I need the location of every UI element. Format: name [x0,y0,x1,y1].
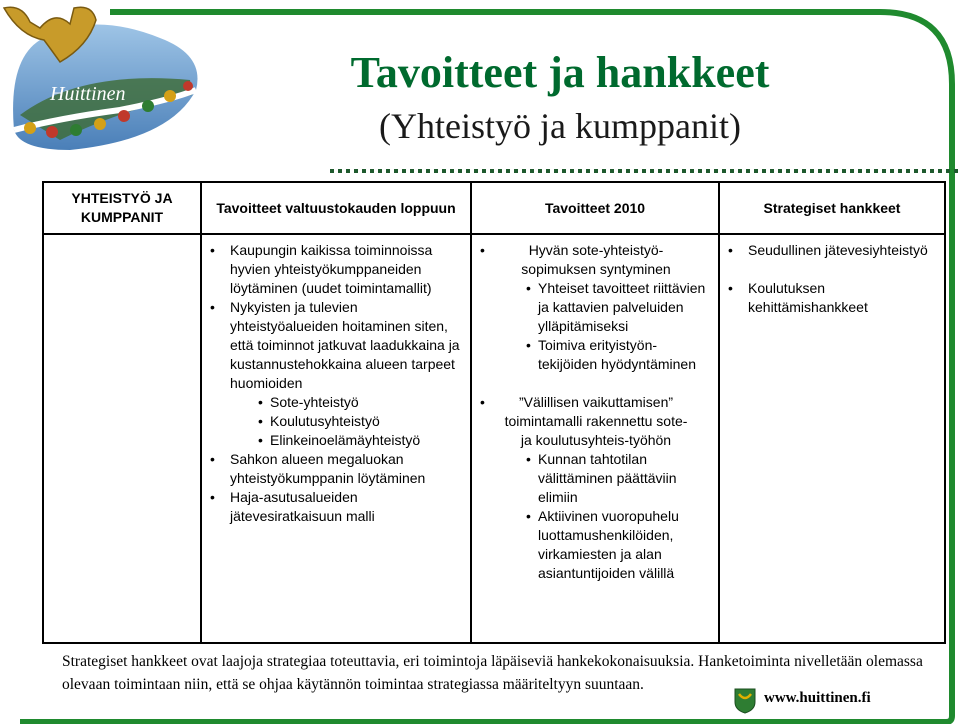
list-spacer [726,260,938,279]
list-item: • Kaupungin kaikissa toiminnoissa hyvien yhteistyökumppaneiden löytäminen (uudet toimintamallit) [208,241,464,298]
list-spacer [478,374,712,393]
list-item: • Koulutuksen kehittämishankkeet [726,279,938,317]
table-header-row [43,182,945,234]
logo-text: Huittinen [50,83,126,105]
page-title: Tavoitteet ja hankkeet [350,48,770,97]
sub-list-item: • Koulutusyhteistyö [208,412,464,431]
list-item: • Sahkon alueen megaluokan yhteistyökumppanin löytäminen [208,450,464,488]
footer-text: Strategiset hankkeet ovat laajoja strategiaa toteuttavia, eri toimintoja läpäiseviä hankekokonaisuuksia. Hanketoiminta nivelletään olemassa olevaan toimintaan niin, että se ohjaa käytännön toimintaa strategiassa määriteltyyn suuntaan. [62,653,923,693]
goals-2010-cell [471,234,719,643]
header-cell: Strategiset hankkeet [719,182,945,234]
goals-table [42,181,946,644]
list-item: • Seudullinen jätevesiyhteistyö [726,241,938,260]
strategic-projects-cell [719,234,945,643]
header-cell: Tavoitteet 2010 [471,182,719,234]
list-item: • Haja-asutusalueiden jätevesiratkaisuun malli [208,488,464,526]
huittinen-logo [0,0,210,160]
list-item: • Hyvän sote-yhteistyö-sopimuksen syntyminen [478,241,712,279]
empty-cell [43,234,201,643]
list-item: • ”Välillisen vaikuttamisen” toimintamalli rakennettu sote-ja koulutusyhteis-työhön [478,393,712,450]
header-cell: YHTEISTYÖ JA KUMPPANIT [43,182,201,234]
sub-list-item: • Toimiva erityistyön-tekijöiden hyödyntäminen [478,336,712,374]
sub-list-item: • Sote-yhteistyö [208,393,464,412]
website-link[interactable]: www.huittinen.fi [764,690,871,706]
sub-list-item: • Aktiivinen vuoropuhelu luottamushenkilöiden, virkamiesten ja alan asiantuntijoiden välillä [478,507,712,583]
coat-of-arms-icon [734,688,756,714]
table-row [43,234,945,643]
page-subtitle: (Yhteistyö ja kumppanit) [379,106,741,146]
header-cell: Tavoitteet valtuustokauden loppuun [201,182,471,234]
sub-list-item: • Elinkeinoelämäyhteistyö [208,431,464,450]
sub-list-item: • Yhteiset tavoitteet riittävien ja kattavien palveluiden ylläpitämiseksi [478,279,712,336]
sub-list-item: • Kunnan tahtotilan välittäminen päättäviin elimiin [478,450,712,507]
goals-term-cell [201,234,471,643]
dotted-divider [330,168,958,174]
list-item: • Nykyisten ja tulevien yhteistyöalueiden hoitaminen siten, että toiminnot jatkuvat laadukkaina ja kustannustehokkaina alueen tarpeet huomioiden [208,298,464,393]
